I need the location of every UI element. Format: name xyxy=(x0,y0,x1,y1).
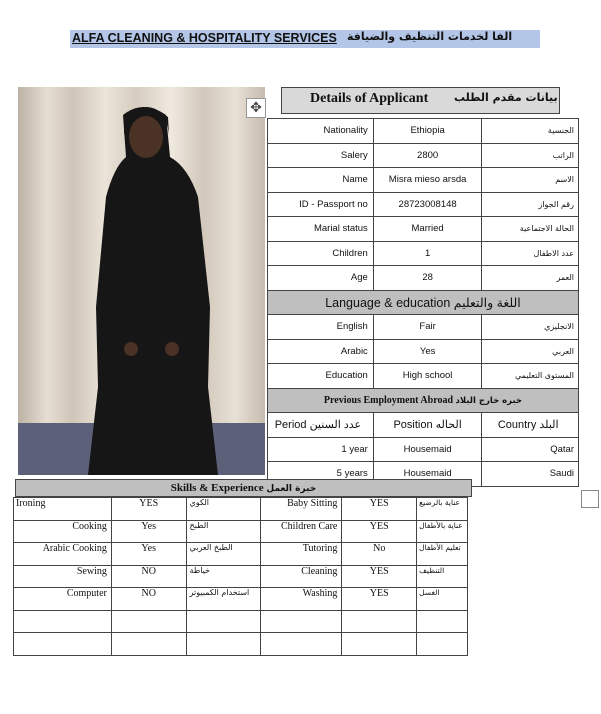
detail-label: Children xyxy=(268,241,374,266)
skill-name-ar: التنظيف xyxy=(417,565,468,588)
skill-name: Computer xyxy=(14,588,112,611)
detail-label: Salery xyxy=(268,143,374,168)
skills-header-ar: خبرة العمل xyxy=(266,484,317,494)
language-header: Language & education اللغة والتعليم xyxy=(268,290,579,315)
employment-header-ar: خبره خارج البلاد xyxy=(455,395,523,406)
skill-name-ar: عناية بالأطفال xyxy=(417,520,468,543)
table-row xyxy=(268,168,579,193)
language-label: Education xyxy=(268,364,374,389)
period-column-header: Period عدد السنين xyxy=(268,413,374,438)
language-label-ar: العربي xyxy=(482,339,579,364)
empty-row xyxy=(14,633,468,656)
skill-name: Arabic Cooking xyxy=(14,543,112,566)
empty-row xyxy=(14,610,468,633)
language-label: Arabic xyxy=(268,339,374,364)
move-handle-icon[interactable]: ✥ xyxy=(246,98,266,118)
table-row xyxy=(268,119,579,144)
language-value: Yes xyxy=(373,339,482,364)
detail-value: 28723008148 xyxy=(373,192,482,217)
skill-value: YES xyxy=(342,498,417,521)
employment-position: Housemaid xyxy=(373,462,482,487)
detail-value: 1 xyxy=(373,241,482,266)
employment-section-header xyxy=(268,388,579,413)
country-column-header: Country البلد xyxy=(482,413,579,438)
details-header-en: Details of Applicant xyxy=(310,91,429,106)
table-row xyxy=(268,315,579,340)
employment-header xyxy=(268,388,579,413)
detail-label: Name xyxy=(268,168,374,193)
table-row xyxy=(268,266,579,291)
table-row xyxy=(268,364,579,389)
detail-label: Marial status xyxy=(268,217,374,242)
details-header xyxy=(281,87,560,114)
skill-value: YES xyxy=(342,520,417,543)
skill-name: Ironing xyxy=(14,498,112,521)
skills-table xyxy=(13,497,468,656)
skill-value: YES xyxy=(342,588,417,611)
skill-value: YES xyxy=(111,498,186,521)
table-row xyxy=(268,192,579,217)
language-value: Fair xyxy=(373,315,482,340)
detail-label-ar: الراتب xyxy=(482,143,579,168)
details-header-ar: بيانات مقدم الطلب xyxy=(454,91,558,104)
language-label-ar: المستوى التعليمي xyxy=(482,364,579,389)
skill-name-ar: الطبخ xyxy=(186,520,261,543)
detail-label-ar: الحالة الاجتماعية xyxy=(482,217,579,242)
table-row xyxy=(14,498,468,521)
employment-country: Saudi xyxy=(482,462,579,487)
table-row xyxy=(268,339,579,364)
detail-value: 2800 xyxy=(373,143,482,168)
table-row xyxy=(268,437,579,462)
table-row xyxy=(268,143,579,168)
skill-value: YES xyxy=(342,565,417,588)
table-row xyxy=(14,520,468,543)
position-column-header: Position الحاله xyxy=(373,413,482,438)
skill-name-ar: خياطة xyxy=(186,565,261,588)
detail-label-ar: الجنسية xyxy=(482,119,579,144)
detail-label-ar: رقم الجواز xyxy=(482,192,579,217)
skill-name: Tutoring xyxy=(261,543,342,566)
details-table xyxy=(267,118,579,487)
detail-value: 28 xyxy=(373,266,482,291)
skill-name: Sewing xyxy=(14,565,112,588)
skill-value: Yes xyxy=(111,520,186,543)
detail-label: ID - Passport no xyxy=(268,192,374,217)
employment-header-en: Previous Employment Abroad xyxy=(323,394,454,406)
skills-header-en: Skills & Experience xyxy=(170,482,264,494)
detail-label-ar: الاسم xyxy=(482,168,579,193)
skill-name: Baby Sitting xyxy=(261,498,342,521)
skills-header xyxy=(15,479,472,497)
detail-value: Misra mieso arsda xyxy=(373,168,482,193)
detail-label-ar: العمر xyxy=(482,266,579,291)
detail-value: Ethiopia xyxy=(373,119,482,144)
language-value: High school xyxy=(373,364,482,389)
language-label: English xyxy=(268,315,374,340)
checkbox[interactable] xyxy=(581,490,599,508)
applicant-photo[interactable] xyxy=(18,87,265,475)
table-row xyxy=(14,588,468,611)
skill-name: Cleaning xyxy=(261,565,342,588)
skill-name: Washing xyxy=(261,588,342,611)
employment-column-headers xyxy=(268,413,579,438)
applicant-figure-icon xyxy=(18,87,265,475)
employment-country: Qatar xyxy=(482,437,579,462)
table-row xyxy=(268,217,579,242)
detail-label-ar: عدد الاطفال xyxy=(482,241,579,266)
company-name-ar: الفا لخدمات التنظيف والضيافة xyxy=(347,30,513,43)
skill-name-ar: الغسل xyxy=(417,588,468,611)
skill-name-ar: استخدام الكمبيوتر xyxy=(186,588,261,611)
language-section-header xyxy=(268,290,579,315)
skill-value: NO xyxy=(111,565,186,588)
skill-name: Children Care xyxy=(261,520,342,543)
detail-label: Nationality xyxy=(268,119,374,144)
skill-name-ar: عناية بالرضيع xyxy=(417,498,468,521)
employment-period: 1 year xyxy=(268,437,374,462)
skill-name-ar: تعليم الأطفال xyxy=(417,543,468,566)
employment-position: Housemaid xyxy=(373,437,482,462)
detail-value: Married xyxy=(373,217,482,242)
company-name-en: ALFA CLEANING & HOSPITALITY SERVICES xyxy=(72,31,337,45)
language-label-ar: الانجليزي xyxy=(482,315,579,340)
table-row xyxy=(14,543,468,566)
skill-value: No xyxy=(342,543,417,566)
table-row xyxy=(14,565,468,588)
company-banner xyxy=(70,30,540,48)
skill-value: Yes xyxy=(111,543,186,566)
skill-name: Cooking xyxy=(14,520,112,543)
table-row xyxy=(268,241,579,266)
skill-name-ar: الطبخ العربي xyxy=(186,543,261,566)
skill-value: NO xyxy=(111,588,186,611)
detail-label: Age xyxy=(268,266,374,291)
skill-name-ar: الكوي xyxy=(186,498,261,521)
employment-period: 5 years xyxy=(268,462,374,487)
